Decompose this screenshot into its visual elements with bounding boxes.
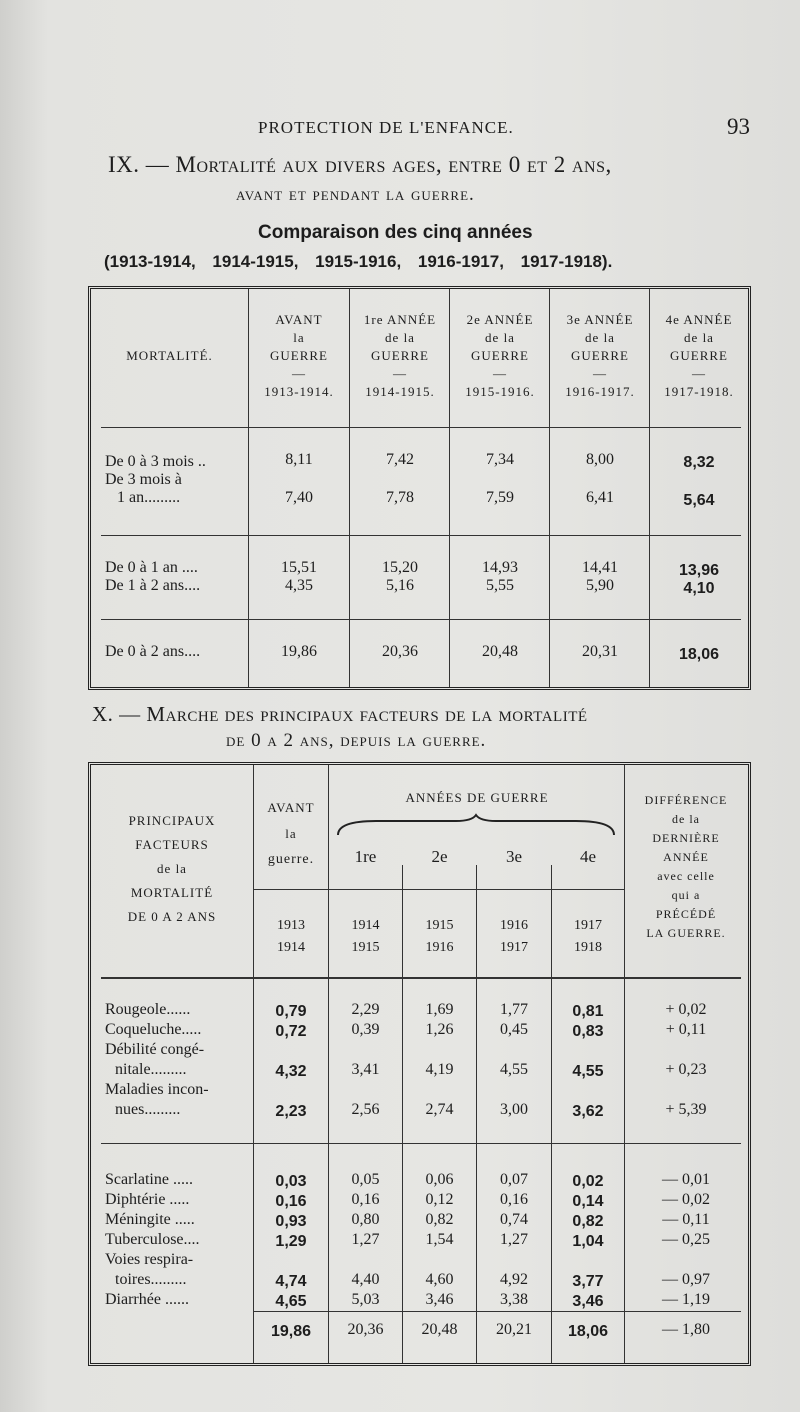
table-cell: 1,77 — [500, 1001, 528, 1018]
col-header-war-2: 2e — [431, 847, 448, 866]
col-header-dash: — — [593, 366, 607, 381]
table-cell: 7,40 — [285, 489, 313, 506]
mortality-factors-table — [88, 762, 751, 1366]
col-header-line: GUERRE — [471, 348, 529, 363]
row-header — [91, 809, 253, 929]
table-cell: 4,35 — [285, 577, 313, 594]
table-cell: 0,06 — [425, 1171, 454, 1188]
col-header-war-4: 4e — [579, 847, 597, 866]
table-cell: 5,55 — [486, 577, 514, 594]
col-header-years: 1916-1917. — [565, 384, 635, 399]
col-header-year: 1913 — [277, 918, 305, 933]
table-cell: 4,40 — [351, 1271, 380, 1288]
table-cell: 4,74 — [275, 1273, 307, 1290]
col-header-war-years — [403, 915, 476, 959]
table-cell: 4,10 — [683, 580, 715, 597]
table-cell: 0,80 — [351, 1211, 380, 1228]
row-label: Méningite ..... — [105, 1211, 195, 1228]
table-cell: 0,05 — [351, 1171, 380, 1188]
row-group-rule — [101, 1143, 741, 1144]
col-header-year: 1914 — [277, 940, 305, 955]
difference-cell: — 0,97 — [662, 1271, 710, 1288]
col-header-line: qui a — [671, 888, 701, 902]
table-cell: 0,79 — [275, 1003, 307, 1020]
difference-cell: — 0,25 — [662, 1231, 710, 1248]
col-header-years: 1917-1918. — [664, 384, 734, 399]
col-header-line: GUERRE — [371, 348, 429, 363]
total-cell: 20,48 — [421, 1321, 458, 1338]
subheader-rule — [253, 889, 625, 890]
col-header-year: 1915 — [351, 940, 380, 955]
total-cell: 18,06 — [567, 1323, 609, 1340]
table-cell: 3,46 — [572, 1293, 604, 1310]
table-cell: 5,03 — [351, 1291, 380, 1308]
row-header: MORTALITÉ. — [126, 348, 213, 363]
col-header-line: 3e ANNÉE — [566, 312, 634, 327]
table-cell: 1,04 — [572, 1233, 604, 1250]
row-label: nues......... — [115, 1101, 181, 1118]
row-label: Diphtérie ..... — [105, 1191, 190, 1208]
table-cell: 0,16 — [351, 1191, 380, 1208]
col-header-line: DIFFÉRENCE — [644, 793, 728, 807]
mortality-by-age-table — [88, 286, 751, 690]
col-header-year1 — [350, 311, 450, 401]
table-cell: 15,51 — [281, 559, 317, 576]
col-header-years: 1914-1915. — [365, 384, 435, 399]
col-header-war-1: 1re — [354, 847, 377, 866]
col-header-line: AVANT — [267, 800, 315, 815]
table-cell: 2,56 — [351, 1101, 380, 1118]
table-cell: 3,62 — [572, 1103, 604, 1120]
table-cell: 1,26 — [425, 1021, 454, 1038]
table-cell: 4,60 — [425, 1271, 454, 1288]
table-cell: 5,64 — [683, 492, 715, 509]
section-10-title-line2: de 0 a 2 ans, depuis la guerre. — [226, 730, 487, 751]
table-cell: 0,93 — [275, 1213, 307, 1230]
table-cell: 4,19 — [425, 1061, 454, 1078]
table-cell: 7,34 — [486, 451, 514, 468]
col-header-war-3: 3e — [505, 847, 523, 866]
row-label: nitale......... — [115, 1061, 187, 1078]
table-cell: 0,16 — [275, 1193, 307, 1210]
table-cell: 0,02 — [572, 1173, 604, 1190]
table-cell: 0,03 — [275, 1173, 307, 1190]
row-group-rule — [101, 619, 741, 620]
row-label: Rougeole...... — [105, 1001, 191, 1018]
section-9-title-line2: avant et pendant la guerre. — [236, 184, 475, 205]
table-cell: 1,27 — [351, 1231, 380, 1248]
table-cell: 5,16 — [386, 577, 414, 594]
running-title: PROTECTION DE L'ENFANCE. — [258, 118, 514, 137]
table-cell: 3,46 — [425, 1291, 454, 1308]
table-cell: 8,00 — [586, 451, 614, 468]
col-header-line: la — [293, 330, 305, 345]
col-header-dash: — — [292, 366, 306, 381]
table-cell: 6,41 — [586, 489, 614, 506]
table-cell: 20,36 — [382, 643, 418, 660]
table-cell: 4,55 — [500, 1061, 528, 1078]
col-header-line: GUERRE — [571, 348, 629, 363]
table-cell: 0,14 — [572, 1193, 604, 1210]
table-cell: 18,06 — [678, 646, 720, 663]
table-cell: 4,65 — [275, 1293, 307, 1310]
col-header-year: 1917 — [574, 918, 602, 933]
section-10-title-line1: X. — Marche des principaux facteurs de la mortalité — [92, 702, 588, 726]
col-header-line: 4e ANNÉE — [665, 312, 733, 327]
table-cell: 4,32 — [275, 1063, 307, 1080]
col-header-line: de la — [684, 330, 714, 345]
table-cell: 4,55 — [572, 1063, 604, 1080]
col-header-avant-years — [254, 915, 328, 959]
col-header-difference — [625, 791, 747, 943]
row-label: De 0 à 1 an .... — [105, 559, 198, 576]
col-header-line: avec celle — [657, 869, 715, 883]
table-cell: 15,20 — [382, 559, 418, 576]
row-header-line: de la — [157, 861, 187, 876]
col-header-line: 2e ANNÉE — [466, 312, 534, 327]
col-header-years: 1913-1914. — [264, 384, 334, 399]
table-cell: 1,29 — [275, 1233, 307, 1250]
total-cell: 20,36 — [347, 1321, 384, 1338]
page-number: 93 — [727, 114, 750, 139]
table-cell: 7,78 — [386, 489, 414, 506]
col-header-line: de la — [485, 330, 515, 345]
col-header-line: 1re ANNÉE — [363, 312, 437, 327]
row-header-line: DE 0 A 2 ANS — [127, 909, 217, 924]
row-label: 1 an......... — [117, 489, 181, 506]
table-cell: 2,23 — [275, 1103, 307, 1120]
table-cell: 0,39 — [351, 1021, 380, 1038]
row-label: De 0 à 2 ans.... — [105, 643, 201, 660]
table-cell: 7,42 — [386, 451, 414, 468]
row-label: Débilité congé- — [105, 1041, 205, 1058]
table-cell: 3,00 — [500, 1101, 528, 1118]
col-header-avant — [254, 795, 328, 873]
total-cell: 19,86 — [270, 1323, 312, 1340]
difference-cell: + 0,11 — [665, 1021, 707, 1038]
row-label: Coqueluche..... — [105, 1021, 202, 1038]
table-cell: 3,38 — [500, 1291, 528, 1308]
table-cell: 2,29 — [351, 1001, 380, 1018]
row-label: Tuberculose.... — [105, 1231, 200, 1248]
total-cell: 20,21 — [496, 1321, 532, 1338]
col-header-line: AVANT — [275, 312, 323, 327]
table-cell: 5,90 — [586, 577, 614, 594]
col-header-year: 1918 — [574, 940, 602, 955]
table-cell: 7,59 — [486, 489, 514, 506]
col-header-dash: — — [393, 366, 407, 381]
table-cell: 0,83 — [572, 1023, 604, 1040]
col-header-years: 1915-1916. — [465, 384, 535, 399]
col-header-year3 — [550, 311, 650, 401]
col-header-dash: — — [692, 366, 706, 381]
row-header-line: MORTALITÉ — [130, 885, 214, 900]
col-header-war-years — [329, 915, 402, 959]
table-cell: 1,54 — [425, 1231, 454, 1248]
header-rule — [101, 977, 741, 979]
war-years-header: ANNÉES DE GUERRE — [405, 790, 549, 805]
difference-cell: — 1,19 — [662, 1291, 710, 1308]
section-9-title-line1: IX. — Mortalité aux divers ages, entre 0 et 2 ans, — [108, 152, 612, 177]
row-header-line: FACTEURS — [135, 837, 209, 852]
row-header-line: PRINCIPAUX — [128, 813, 216, 828]
table-cell: 3,41 — [351, 1061, 380, 1078]
table-cell: 2,74 — [425, 1101, 454, 1118]
col-header-year: 1914 — [351, 918, 380, 933]
row-group-rule — [101, 535, 741, 536]
row-label: De 1 à 2 ans.... — [105, 577, 201, 594]
col-header-line: DERNIÈRE — [652, 831, 720, 845]
table-cell: 13,96 — [678, 562, 720, 579]
table-cell: 20,48 — [482, 643, 518, 660]
table-cell: 0,82 — [425, 1211, 454, 1228]
table-cell: 0,82 — [572, 1213, 604, 1230]
table-cell: 8,11 — [285, 451, 313, 468]
section-9-years: (1913-1914, 1914-1915, 1915-1916, 1916-1917, 1917-1918). — [104, 252, 613, 271]
difference-cell: — 0,02 — [662, 1191, 710, 1208]
col-header-year: 1916 — [500, 918, 528, 933]
col-header-year2 — [450, 311, 550, 401]
row-label: De 0 à 3 mois .. — [105, 453, 206, 470]
table-cell: 19,86 — [281, 643, 317, 660]
col-header-dash: — — [493, 366, 507, 381]
col-header-line: GUERRE — [670, 348, 728, 363]
col-header-year4 — [650, 311, 748, 401]
difference-cell: — 0,01 — [662, 1171, 710, 1188]
col-header-war-years — [477, 915, 551, 959]
row-label: Diarrhée ...... — [105, 1291, 189, 1308]
table-cell: 0,74 — [500, 1211, 528, 1228]
difference-cell: + 0,23 — [665, 1061, 707, 1078]
table-cell: 0,72 — [275, 1023, 307, 1040]
table-cell: 0,81 — [572, 1003, 604, 1020]
row-label: De 3 mois à — [105, 471, 182, 488]
col-header-year: 1917 — [500, 940, 528, 955]
table-cell: 0,12 — [425, 1191, 454, 1208]
total-rule — [253, 1311, 741, 1312]
total-difference-cell: — 1,80 — [662, 1321, 710, 1338]
table-cell: 0,45 — [500, 1021, 528, 1038]
difference-cell: + 5,39 — [665, 1101, 707, 1118]
row-label: Voies respira- — [105, 1251, 194, 1268]
col-header-line: GUERRE — [270, 348, 328, 363]
difference-cell: — 0,11 — [662, 1211, 710, 1228]
table-cell: 0,16 — [500, 1191, 528, 1208]
table-cell: 14,41 — [582, 559, 618, 576]
brace-icon — [336, 813, 616, 839]
row-label: Scarlatine ..... — [105, 1171, 193, 1188]
row-label: toires......... — [115, 1271, 187, 1288]
col-header-avant — [249, 311, 349, 401]
table-cell: 8,32 — [683, 454, 715, 471]
table-cell: 0,07 — [500, 1171, 528, 1188]
col-header-line: de la — [385, 330, 415, 345]
table-cell: 14,93 — [482, 559, 518, 576]
table-cell: 1,27 — [500, 1231, 528, 1248]
col-header-war-years — [552, 915, 624, 959]
table-cell: 4,92 — [500, 1271, 528, 1288]
col-header-line: ANNÉE — [663, 850, 709, 864]
col-header-line: de la — [585, 330, 615, 345]
col-header-line: guerre. — [267, 852, 315, 867]
col-header-line: de la — [672, 812, 700, 826]
col-header-year: 1916 — [425, 940, 454, 955]
col-header-line: LA GUERRE. — [646, 926, 726, 940]
header-rule — [101, 427, 741, 428]
table-cell: 1,69 — [425, 1001, 454, 1018]
table-cell: 20,31 — [582, 643, 618, 660]
col-header-line: la — [285, 826, 297, 841]
difference-cell: + 0,02 — [665, 1001, 707, 1018]
col-header-line: PRÉCÉDÉ — [655, 907, 717, 921]
running-head — [0, 112, 800, 142]
section-9-subtitle: Comparaison des cinq années — [258, 222, 533, 243]
col-header-year: 1915 — [425, 918, 454, 933]
row-label: Maladies incon- — [105, 1081, 209, 1098]
table-cell: 3,77 — [572, 1273, 604, 1290]
